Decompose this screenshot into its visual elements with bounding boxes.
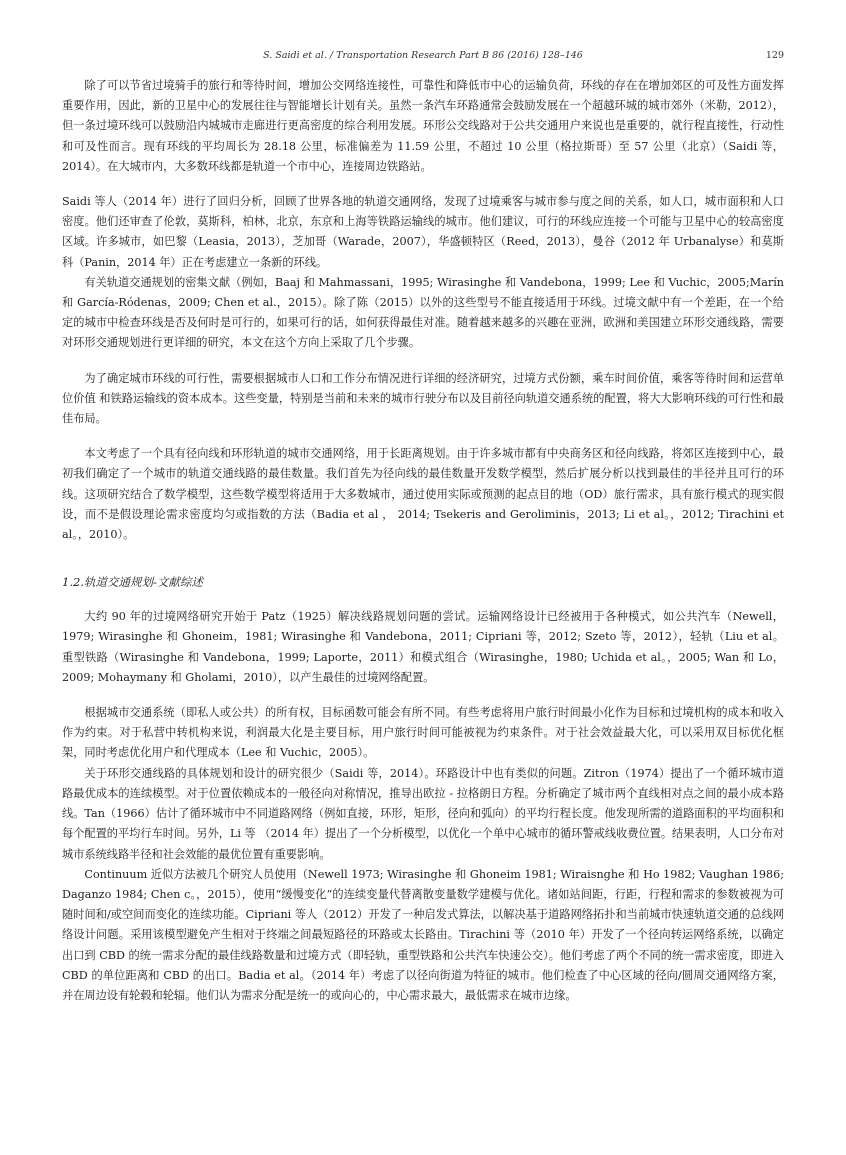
running-title: S. Saidi et al. / Transportation Research Part B 86 (2016) 128–146 bbox=[263, 50, 583, 61]
paragraph-ring-line-research: 关于环形交通线路的具体规划和设计的研究很少（Saidi 等，2014）。环路设计中也有类似的问题。Zitron（1974）提出了一个循环城市道路最优成本的连续模型。对于位置依赖成本的一般径向对称情况，推导出欧拉 - 拉格朗日方程。分析确定了城市两个直线相对点之间的最小成本路线。Tan（1966）估计了循环城市中不同道路网络（例如直接，环形，矩形，径向和弧向）的平均行程长度。他发现所需的道路面积的平均面积和每个配置的平均行车时间。另外，Li 等 （2014 年）提出了一个分析模型，以优化一个单中心城市的循环警戒线收费位置。结果表明，人口分布对城市系统线路半径和社会效能的最优位置有重要影响。 bbox=[62, 766, 784, 861]
paragraph-objective-functions: 根据城市交通系统（即私人或公共）的所有权，目标函数可能会有所不同。有些考虑将用户旅行时间最小化作为目标和过境机构的成本和收入作为约束。对于私营中转机构来说，利润最大化是主要目标，用户旅行时间可能被视为约束条件。对于社会效益最大化，可以采用双目标优化框架，同时考虑优化用户和代理成本（Lee 和 Vuchic，2005）。 bbox=[62, 706, 784, 760]
paragraph-loop-line-benefits: 除了可以节省过境骑手的旅行和等待时间，增加公交网络连接性，可靠性和降低市中心的运输负荷，环线的存在在增加郊区的可及性方面发挥重要作用，因此，新的卫星中心的发展往往与智能增长计划有关。虽然一条汽车环路通常会鼓励发展在一个超越环城的城市郊外（米勒，2012），但一条过境环线可以鼓励沿内城城市走廊进行更高密度的综合利用发展。环形公交线路对于公共交通用户来说也是重要的，就行程直接性，行动性和可及性而言。现有环线的平均周长为 28.18 公里，标准偏差为 11.59 公里，不超过 10 公里（格拉斯哥）至 57 公里（北京）（Saidi 等，2014）。在大城市内，大多数环线都是轨道一个市中心，连接周边铁路站。 bbox=[62, 79, 784, 173]
article-body bbox=[62, 76, 784, 1006]
page-header bbox=[62, 50, 784, 64]
section-heading: 1.2.轨道交通规划-文献综述 bbox=[62, 575, 203, 590]
paragraph-paper-scope: 本文考虑了一个具有径向线和环形轨道的城市交通网络，用于长距离规划。由于许多城市都有中央商务区和径向线路，将郊区连接到中心，最初我们确定了一个城市的轨道交通线路的最佳数量。我们首先为径向线的最佳数量开发数学模型，然后扩展分析以找到最佳的半径并且可行的环线。这项研究结合了数学模型，这些数学模型将适用于大多数城市，通过使用实际或预测的起点目的地（OD）旅行需求，具有旅行模式的现实假设，而不是假设理论需求密度均匀或指数的方法（Badia et al ， 2014; Tsekeris and Geroliminis，2013; Li et al。，2012; Tirachini et al。，2010）。 bbox=[62, 447, 784, 542]
paragraph-regression-analysis: Saidi 等人（2014 年）进行了回归分析，回顾了世界各地的轨道交通网络，发现了过境乘客与城市参与度之间的关系，如人口，城市面积和人口密度。他们还审查了伦敦，莫斯科，柏林，北京，东京和上海等铁路运输线的城市。他们建议，可行的环线应连接一个可能与卫星中心的较高密度区域。许多城市，如巴黎（Leasia，2013），芝加哥（Warade，2007），华盛顿特区（Reed，2013），曼谷（2012 年 Urbanalyse）和莫斯科（Panin，2014 年）正在考虑建立一条新的环线。 bbox=[62, 195, 784, 269]
paragraph-rail-planning-literature: 有关轨道交通规划的密集文献（例如，Baaj 和 Mahmassani，1995; Wirasinghe 和 Vandebona，1999; Lee 和 Vuchic，2005;Marín 和 García-Ródenas，2009; Chen et al.，2015）。除了陈（2015）以外的这些型号不能直接适用于环线。过境文献中有一个差距，在一个给定的城市中检查环线是否及何时是可行的，如果可行的话，如何获得最佳对准。随着越来越多的兴趣在亚洲，欧洲和美国建立环形交通线路，需要对环形交通规划进行更详细的研究，本文在这个方向上采取了几个步骤。 bbox=[62, 275, 784, 350]
paragraph-feasibility-study: 为了确定城市环线的可行性，需要根据城市人口和工作分布情况进行详细的经济研究，过境方式份额，乘车时间价值，乘客等待时间和运营单位价值 和铁路运输线的资本成本。这些变量，特别是当前和未来的城市行驶分布以及目前径向轨道交通系统的配置，将大大影响环线的可行性和最佳布局。 bbox=[62, 371, 784, 426]
paragraph-continuum-approximation: Continuum 近似方法被几个研究人员使用（Newell 1973; Wirasinghe 和 Ghoneim 1981; Wiraisnghe 和 Ho 1982; Vaughan 1986; Daganzo 1984; Chen c。，2015），使用“缓慢变化”的连续变量代替离散变量数学建模与优化。诸如站间距，行距，行程和需求的参数被视为可随时间和/或空间而变化的连续功能。Cipriani 等人（2012）开发了一种启发式算法，以解决基于道路网络拓扑和当前城市快速轨道交通的总线网络设计问题。采用该模型避免产生相对于终端之间最短路径的环路或太长路由。Tirachini 等（2010 年）开发了一个径向转运网络系统，以确定出口到 CBD 的统一需求分配的最佳线路数量和过境方式（即轻轨，重型铁路和公共汽车快速公交）。他们考虑了两个不同的统一需求密度，即进入 CBD 的单位距离和 CBD 的出口。Badia et al。（2014 年）考虑了以径向街道为特征的城市。他们检查了中心区域的径向/圆周交通网络方案，并在周边设有轮毂和轮辐。他们认为需求分配是统一的或向心的，中心需求最大，最低需求在城市边缘。 bbox=[62, 867, 784, 1002]
page-number: 129 bbox=[765, 50, 784, 61]
paragraph-transit-network-history: 大约 90 年的过境网络研究开始于 Patz（1925）解决线路规划问题的尝试。运输网络设计已经被用于各种模式，如公共汽车（Newell，1979; Wirasinghe 和 Ghoneim，1981; Wirasinghe 和 Vandebona，2011; Cipriani 等，2012; Szeto 等，2012），轻轨（Liu et al。 重型铁路（Wirasinghe 和 Vandebona，1999; Laporte，2011）和模式组合（Wirasinghe，1980; Uchida et al。，2005; Wan 和 Lo，2009; Mohaymany 和 Gholami，2010），以产生最佳的过境网络配置。 bbox=[62, 610, 784, 684]
